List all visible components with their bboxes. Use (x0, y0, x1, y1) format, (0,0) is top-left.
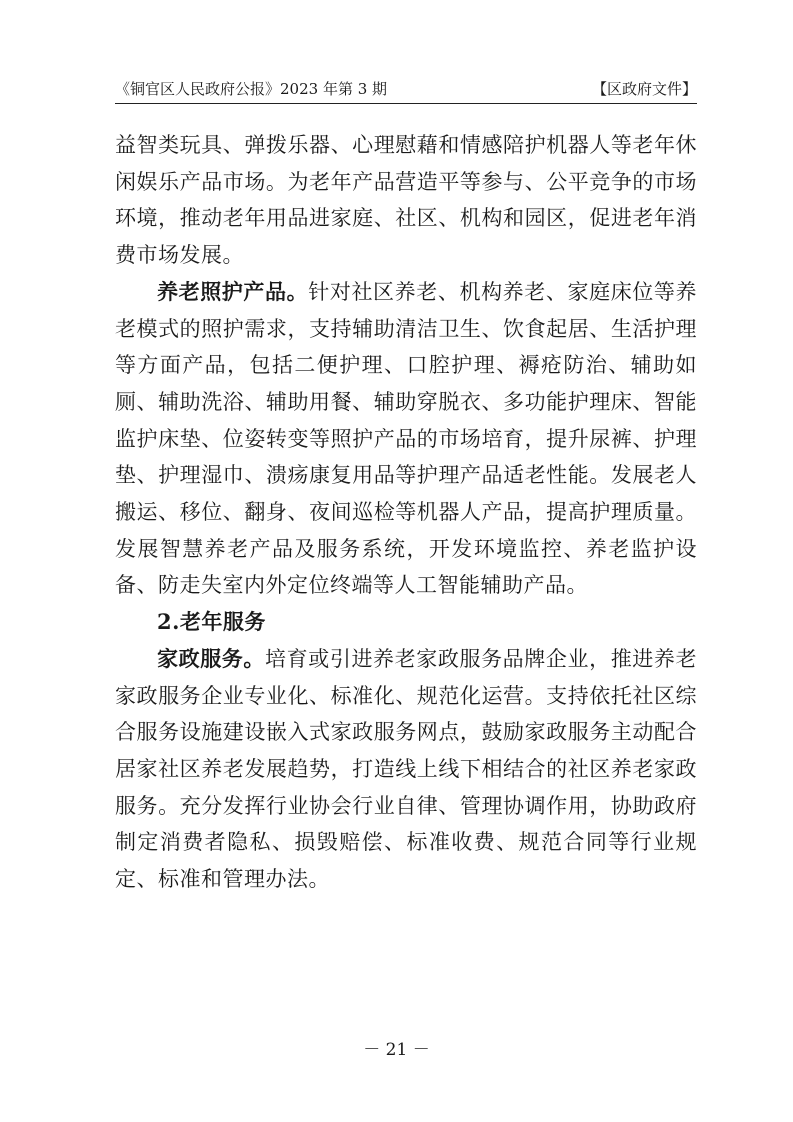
paragraph-housekeeping (115, 641, 697, 898)
running-header (115, 78, 697, 100)
document-body (115, 127, 697, 898)
section-heading (115, 604, 697, 641)
section-heading-text: 2.老年服务 (157, 609, 266, 635)
paragraph-lead-heading: 家政服务。 (157, 645, 266, 671)
paragraph-text: 益智类玩具、弹拨乐器、心理慰藉和情感陪护机器人等老年休闲娱乐产品市场。为老年产品营造平等参与、公平竞争的市场环境，推动老年用品进家庭、社区、机构和园区，促进老年消费市场发展。 (115, 133, 697, 268)
paragraph-text: 培育或引进养老家政服务品牌企业，推进养老家政服务企业专业化、标准化、规范化运营。支持依托社区综合服务设施建设嵌入式家政服务网点，鼓励家政服务主动配合居家社区养老发展趋势，打造线上线下相结合的社区养老家政服务。充分发挥行业协会行业自律、管理协调作用，协助政府制定消费者隐私、损毁赔偿、标准收费、规范合同等行业规定、标准和管理办法。 (115, 646, 698, 892)
paragraph-lead-heading: 养老照护产品。 (157, 278, 309, 304)
header-divider (115, 103, 697, 104)
bulletin-title: 《铜官区人民政府公报》2023 年第 3 期 (115, 80, 388, 98)
paragraph-text: 针对社区养老、机构养老、家庭床位等养老模式的照护需求，支持辅助清洁卫生、饮食起居、生活护理等方面产品，包括二便护理、口腔护理、褥疮防治、辅助如厕、辅助洗浴、辅助用餐、辅助穿脱衣、多功能护理床、智能监护床垫、位姿转变等照护产品的市场培育，提升尿裤、护理垫、护理湿巾、溃疡康复用品等护理产品适老性能。发展老人搬运、移位、翻身、夜间巡检等机器人产品，提高护理质量。发展智慧养老产品及服务系统，开发环境监控、养老监护设备、防走失室内外定位终端等人工智能辅助产品。 (115, 279, 698, 598)
paragraph-continuation (115, 127, 697, 274)
paragraph-care-products (115, 274, 697, 604)
section-label: 【区政府文件】 (591, 80, 697, 98)
page-number: － 21 － (363, 1040, 430, 1060)
